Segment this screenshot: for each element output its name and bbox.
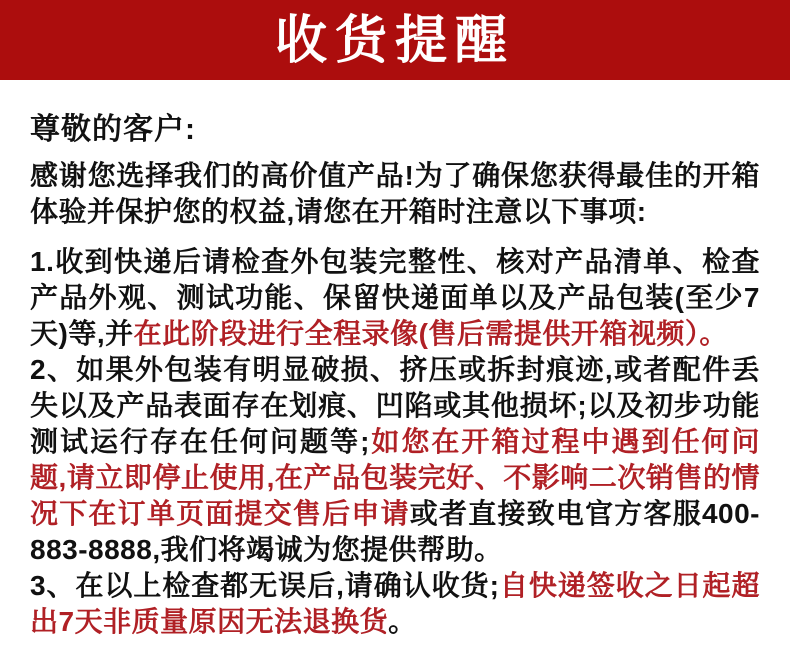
text-run-black: 3、在以上检查都无误后,请确认收货; [30,570,500,601]
text-run-red: 在此阶段进行全程录像(售后需提供开箱视频）。 [133,318,728,349]
text-run-black: 2、如果外包装有明显破损、挤压或拆封痕迹,或者配件丢失以及产品表面存在划痕、凹陷或其他损坏;以及初步功能测试运行存在任何问题等; [30,354,760,457]
item-2-paragraph [30,352,760,568]
notice-body [0,104,790,640]
page-title: 收货提醒 [274,10,515,71]
text-run-red: 如您在开箱过程中遇到任何问题,请立即停止使用,在产品包装完好、不影响二次销售的情况下在订单页面提交售后申请 [30,426,760,529]
item-1-paragraph [30,244,760,352]
header-banner [0,0,790,80]
intro-paragraph [30,158,760,230]
text-run-black: 。 [388,606,417,637]
text-run-black: 或者直接致电官方客服400-883-8888,我们将竭诚为您提供帮助。 [30,498,760,565]
item-3-paragraph [30,568,760,640]
text-run-black: 1.收到快递后请检查外包装完整性、核对产品清单、检查产品外观、测试功能、保留快递面单以及产品包装(至少7天)等,并 [30,246,760,349]
text-run-black: 感谢您选择我们的高价值产品!为了确保您获得最佳的开箱体验并保护您的权益,请您在开箱时注意以下事项: [30,160,760,227]
text-run-red: 自快递签收之日起超出7天非质量原因无法退换货 [30,570,760,637]
greeting: 尊敬的客户: [30,113,196,146]
